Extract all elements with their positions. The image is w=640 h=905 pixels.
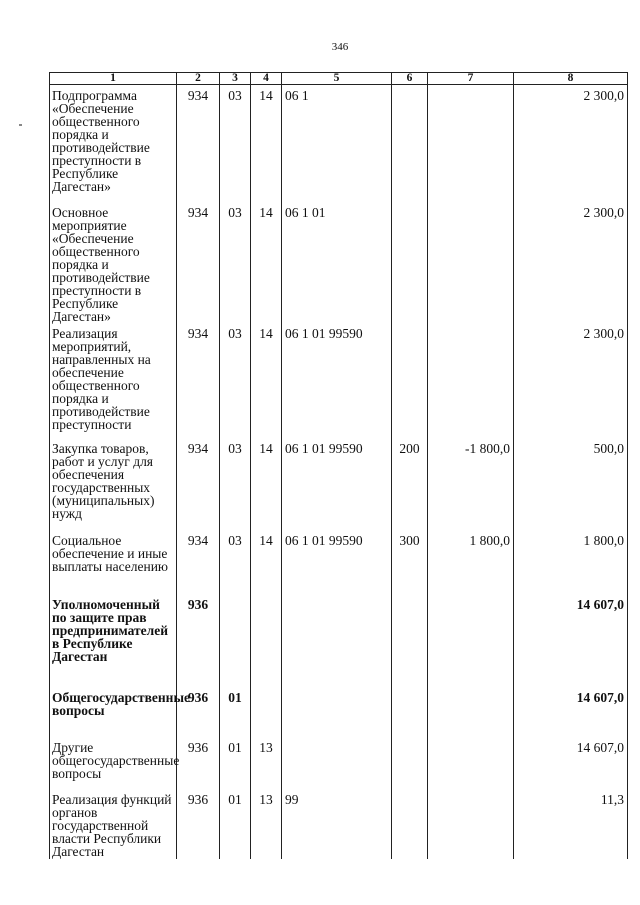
cell-total: 14 607,0 (514, 737, 628, 789)
cell-total: 11,3 (514, 789, 628, 859)
table-row (50, 438, 628, 530)
cell-section: 01 (220, 789, 251, 859)
cell-target: 99 (282, 789, 392, 859)
margin-mark (19, 124, 22, 126)
cell-expense-type: 300 (392, 530, 428, 594)
cell-ministry: 936 (177, 737, 220, 789)
table-row (50, 687, 628, 737)
col-header-8: 8 (514, 73, 628, 85)
cell-subsection: 14 (251, 202, 282, 323)
cell-target: 06 1 01 (282, 202, 392, 323)
cell-section: 03 (220, 202, 251, 323)
row-name: Подпрограмма «Обеспечение общественного порядка и противодействие преступности в Республике Дагестан» (50, 85, 177, 202)
row-name: Общегосударственные вопросы (50, 687, 177, 737)
cell-ministry: 934 (177, 438, 220, 530)
cell-ministry: 934 (177, 323, 220, 438)
cell-ministry: 936 (177, 594, 220, 687)
cell-target: 06 1 01 99590 (282, 530, 392, 594)
cell-change (428, 594, 514, 687)
cell-total: 1 800,0 (514, 530, 628, 594)
cell-change (428, 737, 514, 789)
row-name: Реализация мероприятий, направленных на обеспечение общественного порядка и противодействие преступности (50, 323, 177, 438)
header-row (50, 73, 628, 85)
cell-ministry: 936 (177, 789, 220, 859)
cell-target (282, 594, 392, 687)
row-name: Социальное обеспечение и иные выплаты населению (50, 530, 177, 594)
cell-expense-type (392, 594, 428, 687)
cell-ministry: 934 (177, 202, 220, 323)
row-name: Закупка товаров, работ и услуг для обеспечения государственных (муниципальных) нужд (50, 438, 177, 530)
cell-target: 06 1 01 99590 (282, 323, 392, 438)
cell-expense-type (392, 323, 428, 438)
cell-subsection: 14 (251, 85, 282, 202)
col-header-3: 3 (220, 73, 251, 85)
cell-subsection: 13 (251, 737, 282, 789)
cell-section: 01 (220, 687, 251, 737)
row-name: Реализация функций органов государственной власти Республики Дагестан (50, 789, 177, 859)
cell-total: 2 300,0 (514, 85, 628, 202)
cell-target: 06 1 01 99590 (282, 438, 392, 530)
table-row (50, 85, 628, 202)
cell-target: 06 1 (282, 85, 392, 202)
cell-subsection: 13 (251, 789, 282, 859)
cell-change: -1 800,0 (428, 438, 514, 530)
cell-expense-type (392, 789, 428, 859)
cell-ministry: 934 (177, 530, 220, 594)
cell-total: 2 300,0 (514, 202, 628, 323)
row-name: Другие общегосударственные вопросы (50, 737, 177, 789)
cell-subsection (251, 594, 282, 687)
cell-expense-type (392, 737, 428, 789)
cell-change (428, 85, 514, 202)
cell-change (428, 687, 514, 737)
cell-subsection (251, 687, 282, 737)
col-header-6: 6 (392, 73, 428, 85)
cell-ministry: 934 (177, 85, 220, 202)
col-header-7: 7 (428, 73, 514, 85)
cell-change (428, 202, 514, 323)
cell-section (220, 594, 251, 687)
row-name: Основное мероприятие «Обеспечение общественного порядка и противодействие преступности в Республике Дагестан» (50, 202, 177, 323)
cell-section: 03 (220, 85, 251, 202)
cell-expense-type (392, 687, 428, 737)
cell-section: 03 (220, 438, 251, 530)
cell-subsection: 14 (251, 438, 282, 530)
cell-total: 500,0 (514, 438, 628, 530)
col-header-4: 4 (251, 73, 282, 85)
cell-ministry: 936 (177, 687, 220, 737)
cell-expense-type (392, 202, 428, 323)
table-row (50, 737, 628, 789)
cell-change (428, 323, 514, 438)
cell-expense-type: 200 (392, 438, 428, 530)
cell-section: 01 (220, 737, 251, 789)
col-header-1: 1 (50, 73, 177, 85)
budget-table (49, 72, 628, 859)
table-row (50, 530, 628, 594)
cell-section: 03 (220, 323, 251, 438)
page-number: 346 (331, 41, 349, 53)
cell-total: 14 607,0 (514, 687, 628, 737)
cell-total: 2 300,0 (514, 323, 628, 438)
cell-expense-type (392, 85, 428, 202)
cell-target (282, 737, 392, 789)
cell-total: 14 607,0 (514, 594, 628, 687)
cell-change (428, 789, 514, 859)
table-row (50, 594, 628, 687)
col-header-5: 5 (282, 73, 392, 85)
table-row (50, 202, 628, 323)
col-header-2: 2 (177, 73, 220, 85)
cell-section: 03 (220, 530, 251, 594)
table-row (50, 323, 628, 438)
cell-subsection: 14 (251, 530, 282, 594)
cell-subsection: 14 (251, 323, 282, 438)
cell-change: 1 800,0 (428, 530, 514, 594)
row-name: Уполномоченный по защите прав предпринимателей в Республике Дагестан (50, 594, 177, 687)
table-row (50, 789, 628, 859)
cell-target (282, 687, 392, 737)
